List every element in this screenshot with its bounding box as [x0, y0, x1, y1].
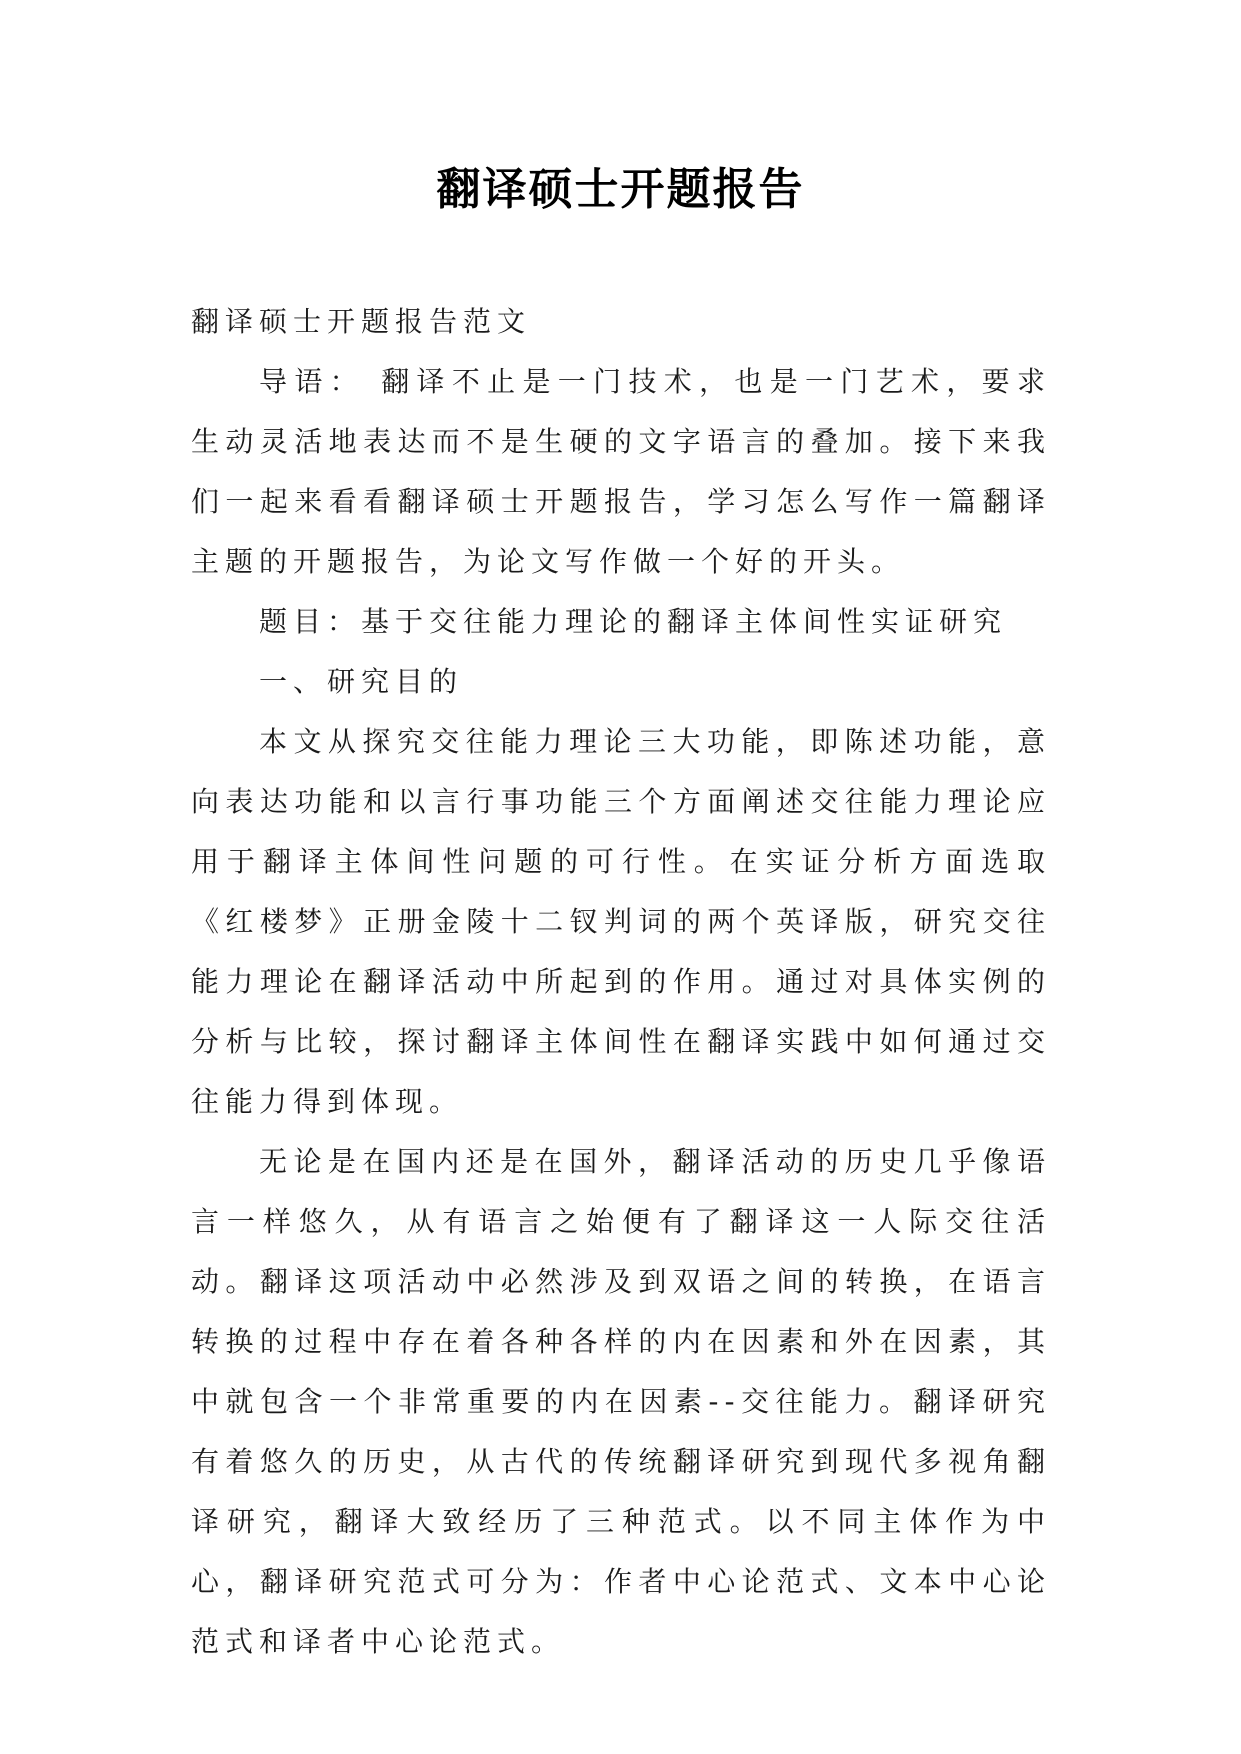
body-paragraph: 无论是在国内还是在国外，翻译活动的历史几乎像语言一样悠久，从有语言之始便有了翻译这一人际交往活动。翻译这项活动中必然涉及到双语之间的转换，在语言转换的过程中存在着各种各样的内在因素和外在因素，其中就包含一个非常重要的内在因素--交往能力。翻译研究有着悠久的历史，从古代的传统翻译研究到现代多视角翻译研究，翻译大致经历了三种范式。以不同主体作为中心，翻译研究范式可分为：作者中心论范式、文本中心论范式和译者中心论范式。 — [191, 1145, 1051, 1658]
intro-paragraph: 导语： 翻译不止是一门技术，也是一门艺术，要求生动灵活地表达而不是生硬的文字语言的叠加。接下来我们一起来看看翻译硕士开题报告，学习怎么写作一篇翻译主题的开题报告，为论文写作做一个好的开头。 — [191, 365, 1051, 578]
topic-line: 题目：基于交往能力理论的翻译主体间性实证研究 — [259, 605, 1008, 638]
body-paragraph: 本文从探究交往能力理论三大功能，即陈述功能，意向表达功能和以言行事功能三个方面阐述交往能力理论应用于翻译主体间性问题的可行性。在实证分析方面选取《红楼梦》正册金陵十二钗判词的两个英译版，研究交往能力理论在翻译活动中所起到的作用。通过对具体实例的分析与比较，探讨翻译主体间性在翻译实践中如何通过交往能力得到体现。 — [191, 725, 1051, 1118]
section-heading: 一、研究目的 — [259, 665, 464, 698]
document-body — [191, 292, 1051, 1672]
document-title: 翻译硕士开题报告 — [436, 164, 805, 215]
document-subtitle: 翻译硕士开题报告范文 — [191, 305, 532, 338]
